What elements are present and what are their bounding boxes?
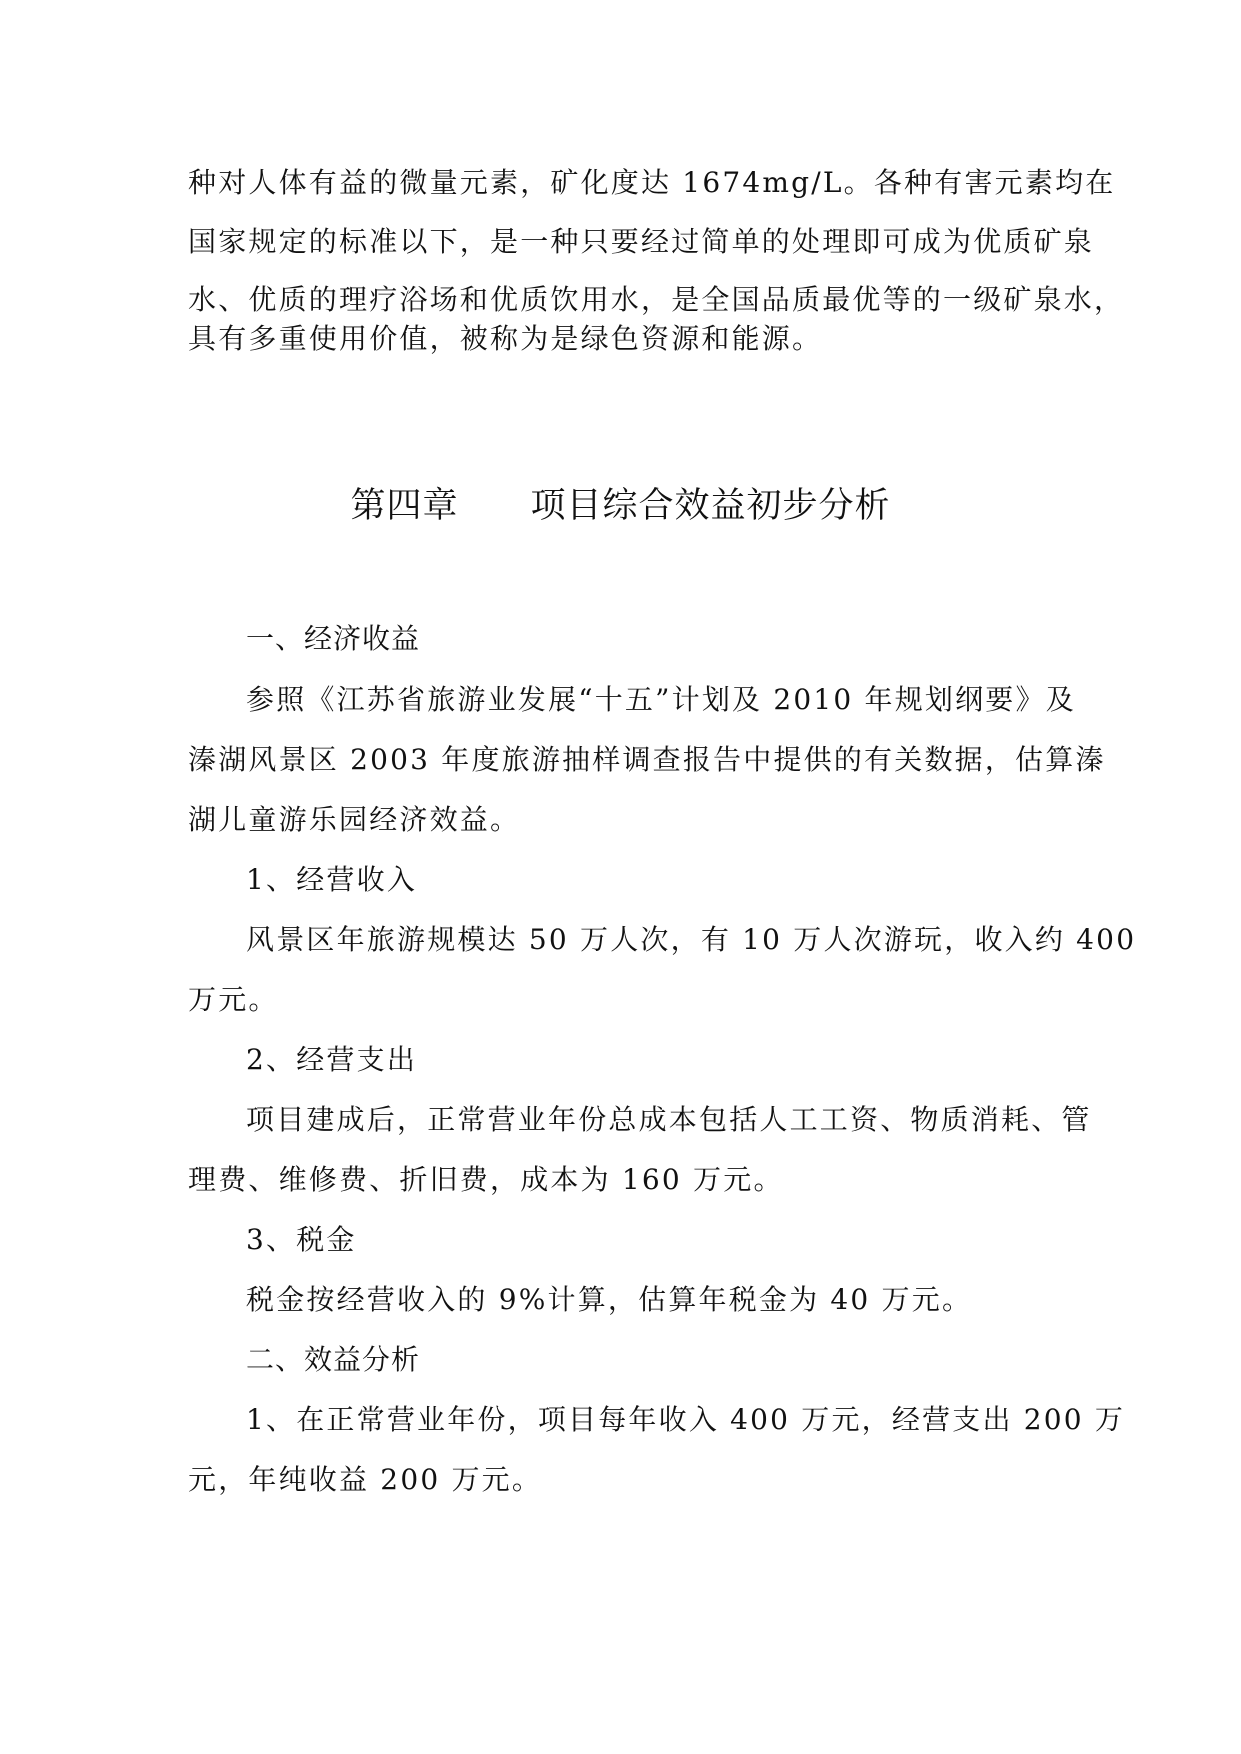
chapter-title xyxy=(0,484,1241,528)
intro-line-4: 具有多重使用价值，被称为是绿色资源和能源。 xyxy=(188,322,823,355)
operating-income-line-1: 风景区年旅游规模达 50 万人次，有 10 万人次游玩，收入约 400 xyxy=(246,923,1137,956)
operating-expense-line-2: 理费、维修费、折旧费，成本为 160 万元。 xyxy=(188,1163,784,1196)
item-label-tax: 3、税金 xyxy=(246,1223,357,1256)
section-heading-economic: 一、经济收益 xyxy=(246,622,421,655)
chapter-number: 第四章 xyxy=(350,486,459,526)
section1-para-line-1: 参照《江苏省旅游业发展“十五”计划及 2010 年规划纲要》及 xyxy=(246,683,1076,716)
operating-income-line-2: 万元。 xyxy=(188,983,279,1016)
chapter-name: 项目综合效益初步分析 xyxy=(530,486,891,526)
intro-line-2: 国家规定的标准以下，是一种只要经过简单的处理即可成为优质矿泉 xyxy=(188,225,1095,258)
section-heading-benefit-analysis: 二、效益分析 xyxy=(246,1343,421,1376)
benefit-line-1: 1、在正常营业年份，项目每年收入 400 万元，经营支出 200 万 xyxy=(246,1403,1126,1436)
tax-line-1: 税金按经营收入的 9%计算，估算年税金为 40 万元。 xyxy=(246,1283,973,1316)
item-label-operating-expense: 2、经营支出 xyxy=(246,1043,418,1076)
section1-para-line-3: 湖儿童游乐园经济效益。 xyxy=(188,803,521,836)
intro-line-1: 种对人体有益的微量元素，矿化度达 1674mg/L。各种有害元素均在 xyxy=(188,166,1116,199)
section1-para-line-2: 溱湖风景区 2003 年度旅游抽样调查报告中提供的有关数据，估算溱 xyxy=(188,743,1106,776)
item-label-operating-income: 1、经营收入 xyxy=(246,863,418,896)
operating-expense-line-1: 项目建成后，正常营业年份总成本包括人工工资、物质消耗、管 xyxy=(246,1103,1092,1136)
benefit-line-2: 元，年纯收益 200 万元。 xyxy=(188,1463,543,1496)
intro-line-3: 水、优质的理疗浴场和优质饮用水，是全国品质最优等的一级矿泉水， xyxy=(188,283,1125,316)
